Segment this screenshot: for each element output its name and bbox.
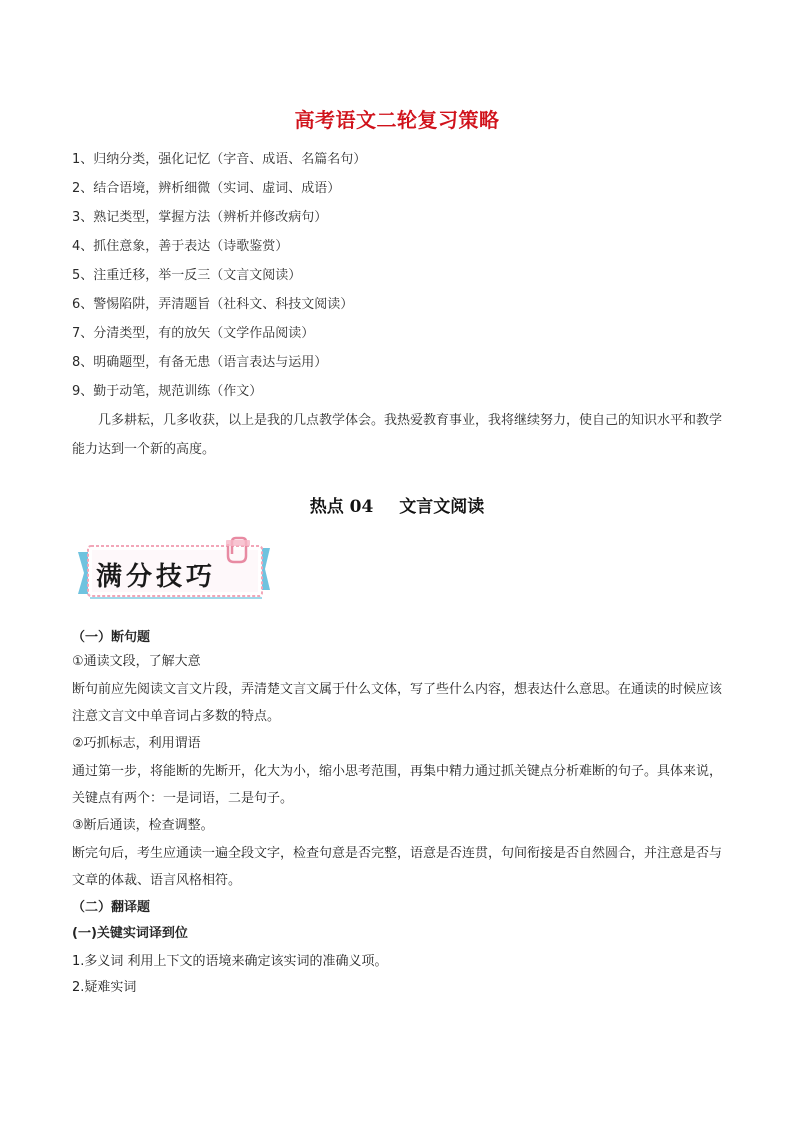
- list-item: 8、明确题型，有备无患（语言表达与运用）: [72, 355, 328, 370]
- list-item: 6、警惕陷阱，弄清题旨（社科文、科技文阅读）: [72, 297, 354, 312]
- part1-step3-text: 断完句后，考生应通读一遍全段文字，检查句意是否完整，语意是否连贯，句间衔接是否自然圆合，并注意是否与文章的体裁、语言风格相符。: [72, 846, 723, 888]
- part1-step3-title: ③断后通读，检查调整。: [72, 818, 214, 833]
- part1-heading: （一）断句题: [72, 630, 151, 645]
- list-item: 5、注重迁移，举一反三（文言文阅读）: [72, 268, 302, 283]
- part2-heading: （二）翻译题: [72, 900, 151, 915]
- list-item: 9、勤于动笔，规范训练（作文）: [72, 384, 263, 399]
- part1-step1-title: ①通读文段，了解大意: [72, 654, 201, 669]
- list-item: 4、抓住意象，善于表达（诗歌鉴赏）: [72, 239, 289, 254]
- list-item: 1、归纳分类，强化记忆（字音、成语、名篇名句）: [72, 152, 367, 167]
- list-item: 3、熟记类型，掌握方法（辨析并修改病句）: [72, 210, 328, 225]
- page-title: 高考语文二轮复习策略: [294, 108, 500, 132]
- banner-label: 满分技巧: [96, 562, 217, 592]
- strategy-list: [72, 150, 366, 411]
- section-heading: [0, 492, 794, 517]
- part1-step1-text: 断句前应先阅读文言文片段，弄清楚文言文属于什么文体，写了些什么内容，想表达什么意思。在通读的时候应该注意文言文中单音词占多数的特点。: [72, 682, 723, 724]
- part1-step2-text: 通过第一步，将能断的先断开，化大为小，缩小思考范围，再集中精力通过抓关键点分析难断的句子。具体来说，关键点有两个：一是词语，二是句子。: [72, 764, 723, 806]
- section-topic: 文言文阅读: [399, 497, 485, 517]
- list-item: 2、结合语境，辨析细微（实词、虚词、成语）: [72, 181, 341, 196]
- list-item: 7、分清类型，有的放矢（文学作品阅读）: [72, 326, 315, 341]
- part2-item-1: 1.多义词 利用上下文的语境来确定该实词的准确义项。: [72, 954, 388, 969]
- part2-sub-heading: (一)关键实词译到位: [72, 926, 188, 941]
- closing-paragraph: 几多耕耘，几多收获，以上是我的几点教学体会。我热爱教育事业，我将继续努力，使自己的知识水平和教学能力达到一个新的高度。: [72, 413, 723, 457]
- part2-item-2: 2.疑难实词: [72, 980, 137, 995]
- section-number: 热点 04: [309, 497, 374, 517]
- part1-step2-title: ②巧抓标志，利用谓语: [72, 736, 201, 751]
